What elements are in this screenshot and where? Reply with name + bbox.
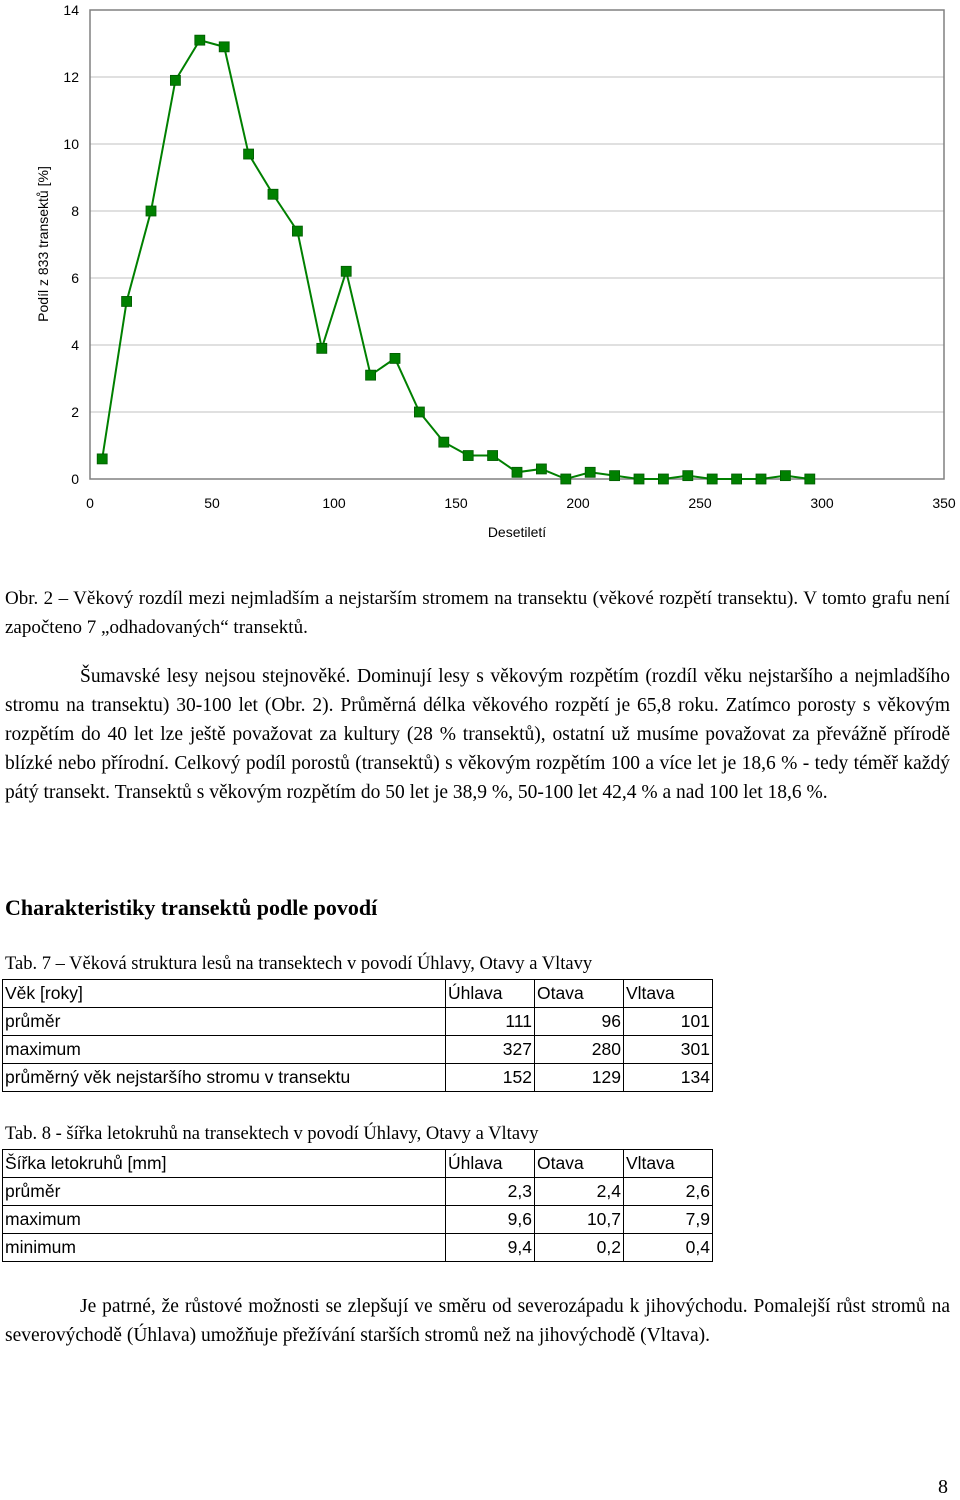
data-point-marker [463, 451, 473, 461]
header-cell: Úhlava [446, 980, 535, 1008]
row-label: průměr [3, 1178, 446, 1206]
table-row [3, 1206, 713, 1234]
table-cell: 7,9 [624, 1206, 713, 1234]
table-cell: 111 [446, 1008, 535, 1036]
page-number: 8 [938, 1476, 948, 1498]
row-label: průměrný věk nejstaršího stromu v transektu [3, 1064, 446, 1092]
data-point-marker [414, 407, 424, 417]
x-tick-label: 350 [932, 495, 956, 511]
age-range-chart [0, 0, 960, 555]
header-cell: Úhlava [446, 1150, 535, 1178]
paragraph-growth: Je patrné, že růstové možnosti se zlepšují ve směru od severozápadu k jihovýchodu. Pomalejší růst stromů na severovýchodě (Úhlava) umožňuje přežívání starších stromů než na jihovýchodě (Vltava). [5, 1296, 950, 1346]
x-tick-label: 100 [322, 495, 346, 511]
table-cell: 2,3 [446, 1178, 535, 1206]
x-axis-label: Desetiletí [487, 524, 547, 540]
data-point-marker [610, 471, 620, 481]
header-cell: Vltava [624, 980, 713, 1008]
y-tick-label: 0 [71, 471, 79, 487]
y-tick-label: 12 [63, 69, 79, 85]
table-cell: 9,6 [446, 1206, 535, 1234]
table-cell: 10,7 [535, 1206, 624, 1234]
row-label: průměr [3, 1008, 446, 1036]
data-point-marker [634, 474, 644, 484]
y-tick-labels [63, 2, 79, 487]
data-point-marker [97, 454, 107, 464]
x-tick-label: 200 [566, 495, 590, 511]
data-point-marker [341, 266, 351, 276]
data-point-marker [390, 353, 400, 363]
data-point-marker [146, 206, 156, 216]
y-tick-label: 6 [71, 270, 79, 286]
data-point-marker [561, 474, 571, 484]
header-cell: Vltava [624, 1150, 713, 1178]
table-row [3, 1008, 713, 1036]
data-point-marker [219, 42, 229, 52]
y-tick-label: 10 [63, 136, 79, 152]
table-cell: 96 [535, 1008, 624, 1036]
series-markers [97, 35, 815, 484]
table-cell: 152 [446, 1064, 535, 1092]
header-cell: Šířka letokruhů [mm] [3, 1150, 446, 1178]
table-cell: 9,4 [446, 1234, 535, 1262]
data-point-marker [805, 474, 815, 484]
table-cell: 2,4 [535, 1178, 624, 1206]
data-point-marker [170, 75, 180, 85]
table-cell: 129 [535, 1064, 624, 1092]
y-tick-label: 4 [71, 337, 79, 353]
row-label: maximum [3, 1206, 446, 1234]
table-cell: 301 [624, 1036, 713, 1064]
data-point-marker [292, 226, 302, 236]
data-point-marker [756, 474, 766, 484]
y-tick-label: 2 [71, 404, 79, 420]
data-point-marker [317, 343, 327, 353]
table-cell: 134 [624, 1064, 713, 1092]
data-point-marker [536, 464, 546, 474]
data-point-marker [268, 189, 278, 199]
data-point-marker [439, 437, 449, 447]
data-point-marker [122, 296, 132, 306]
paragraph-age-structure: Šumavské lesy nejsou stejnověké. Dominují lesy s věkovým rozpětím (rozdíl věku nejstaršího a nejmladšího stromu na transektu) 30-100 let (Obr. 2). Průměrná délka věkového rozpětí je 65,8 roku. Zatímco porosty s věkovým rozpětím do 40 let lze ještě považovat za kultury (28 % transektů), ostatní už musíme považovat za převážně přírodě blízké nebo přírodní. Celkový podíl porostů (transektů) s věkovým rozpětím 100 a více let je 18,6 % - tedy téměř každý pátý transekt. Transektů s věkovým rozpětím do 50 let je 38,9 %, 50-100 let 42,4 % a nad 100 let 18,6 %. [5, 666, 950, 803]
series-line [102, 40, 810, 479]
table-cell: 280 [535, 1036, 624, 1064]
data-point-marker [780, 471, 790, 481]
header-cell: Věk [roky] [3, 980, 446, 1008]
x-tick-label: 50 [204, 495, 220, 511]
data-point-marker [585, 467, 595, 477]
table-cell: 2,6 [624, 1178, 713, 1206]
x-tick-labels [86, 495, 956, 511]
table-row [3, 1064, 713, 1092]
data-point-marker [195, 35, 205, 45]
header-cell: Otava [535, 1150, 624, 1178]
table-row [3, 1178, 713, 1206]
section-heading: Charakteristiky transektů podle povodí [5, 895, 378, 920]
table-row [3, 1234, 713, 1262]
row-label: maximum [3, 1036, 446, 1064]
row-label: minimum [3, 1234, 446, 1262]
data-point-marker [732, 474, 742, 484]
plot-area-frame [90, 10, 944, 479]
data-point-marker [366, 370, 376, 380]
header-cell: Otava [535, 980, 624, 1008]
y-tick-label: 8 [71, 203, 79, 219]
y-tick-label: 14 [63, 2, 79, 18]
figure-caption: Obr. 2 – Věkový rozdíl mezi nejmladším a nejstarším stromem na transektu (věkové rozpětí transektu). V tomto grafu není započteno 7 „odhadovaných“ transektů. [5, 588, 950, 638]
table8-caption: Tab. 8 - šířka letokruhů na transektech v povodí Úhlavy, Otavy a Vltavy [5, 1124, 539, 1144]
data-point-marker [707, 474, 717, 484]
table7-caption: Tab. 7 – Věková struktura lesů na transektech v povodí Úhlavy, Otavy a Vltavy [5, 954, 593, 974]
data-point-marker [658, 474, 668, 484]
data-point-marker [244, 149, 254, 159]
table-cell: 101 [624, 1008, 713, 1036]
data-point-marker [512, 467, 522, 477]
y-axis-label: Podíl z 833 transektů [%] [35, 166, 51, 322]
x-tick-label: 150 [444, 495, 468, 511]
table-cell: 327 [446, 1036, 535, 1064]
table-row [3, 1036, 713, 1064]
table-header-row [3, 980, 713, 1008]
table-cell: 0,2 [535, 1234, 624, 1262]
table-header-row [3, 1150, 713, 1178]
table7-age-structure [2, 979, 713, 1092]
data-point-marker [488, 451, 498, 461]
table-cell: 0,4 [624, 1234, 713, 1262]
data-point-marker [683, 471, 693, 481]
x-tick-label: 0 [86, 495, 94, 511]
x-tick-label: 250 [688, 495, 712, 511]
table8-ring-width [2, 1149, 713, 1262]
chart-gridlines [90, 77, 944, 412]
x-tick-label: 300 [810, 495, 834, 511]
